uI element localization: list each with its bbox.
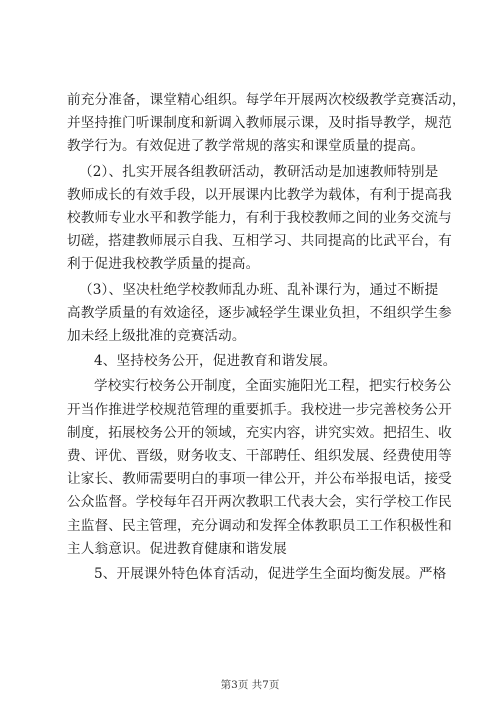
text-line: 4、坚持校务公开，促进教育和谐发展。 (94, 353, 337, 370)
text-line: （2）、扎实开展各组教研活动，教研活动是加速教师特别是 (79, 163, 439, 180)
text-line: 学校实行校务公开制度，全面实施阳光工程，把实行校务公 (94, 378, 452, 395)
text-line: 公众监督。学校每年召开两次教职工代表大会，实行学校工作民 (67, 494, 452, 511)
text-line: 主人翁意识。促进教育健康和谐发展 (67, 540, 287, 557)
text-line: 并坚持推门听课制度和新调入教师展示课，及时指导教学，规范 (67, 115, 452, 132)
paragraph (67, 89, 466, 159)
text-line: 教学行为。有效促进了教学常规的落实和课堂质量的提高。 (67, 138, 425, 155)
paragraph (67, 279, 452, 349)
text-line: 5、开展课外特色体育活动，促进学生全面均衡发展。严格 (94, 566, 447, 583)
page-footer (0, 677, 500, 692)
text-line: 利于促进我校教学质量的提高。 (67, 256, 260, 273)
document-body (67, 89, 466, 588)
paragraph (67, 375, 452, 561)
text-line: 前充分准备，课堂精心组织。每学年开展两次校级教学竞赛活动， (67, 92, 466, 108)
text-line: 校教师专业水平和教学能力，有利于我校教师之间的业务交流与 (67, 210, 452, 227)
text-line: 开当作推进学校规范管理的重要抓手。我校进一步完善校务公开 (67, 401, 452, 418)
text-line: 加未经上级批准的竞赛活动。 (67, 328, 246, 345)
section-heading (67, 563, 447, 586)
paragraph (67, 161, 452, 277)
text-line: 教师成长的有效手段，以开展课内比教学为载体，有利于提高我 (67, 186, 452, 203)
text-line: 费、评优、晋级，财务收支、干部聘任、组织发展、经费使用等 (67, 448, 452, 465)
text-line: 制度，拓展校务公开的领域，充实内容，讲究实效。把招生、收 (67, 424, 452, 441)
text-line: 让家长、教师需要明白的事项一律公开，并公布举报电话，接受 (67, 471, 452, 488)
text-line: 切磋，搭建教师展示自我、互相学习、共同提高的比武平台，有 (67, 233, 452, 250)
text-line: 主监督、民主管理，充分调动和发挥全体教职员工工作积极性和 (67, 517, 452, 534)
text-line: 高教学质量的有效途径，逐步减轻学生课业负担，不组织学生参 (67, 304, 452, 321)
page-number: 第3页 共7页 (220, 679, 280, 691)
section-heading (67, 350, 435, 373)
text-line: （3）、坚决杜绝学校教师乱办班、乱补课行为，通过不断提 (79, 281, 439, 298)
